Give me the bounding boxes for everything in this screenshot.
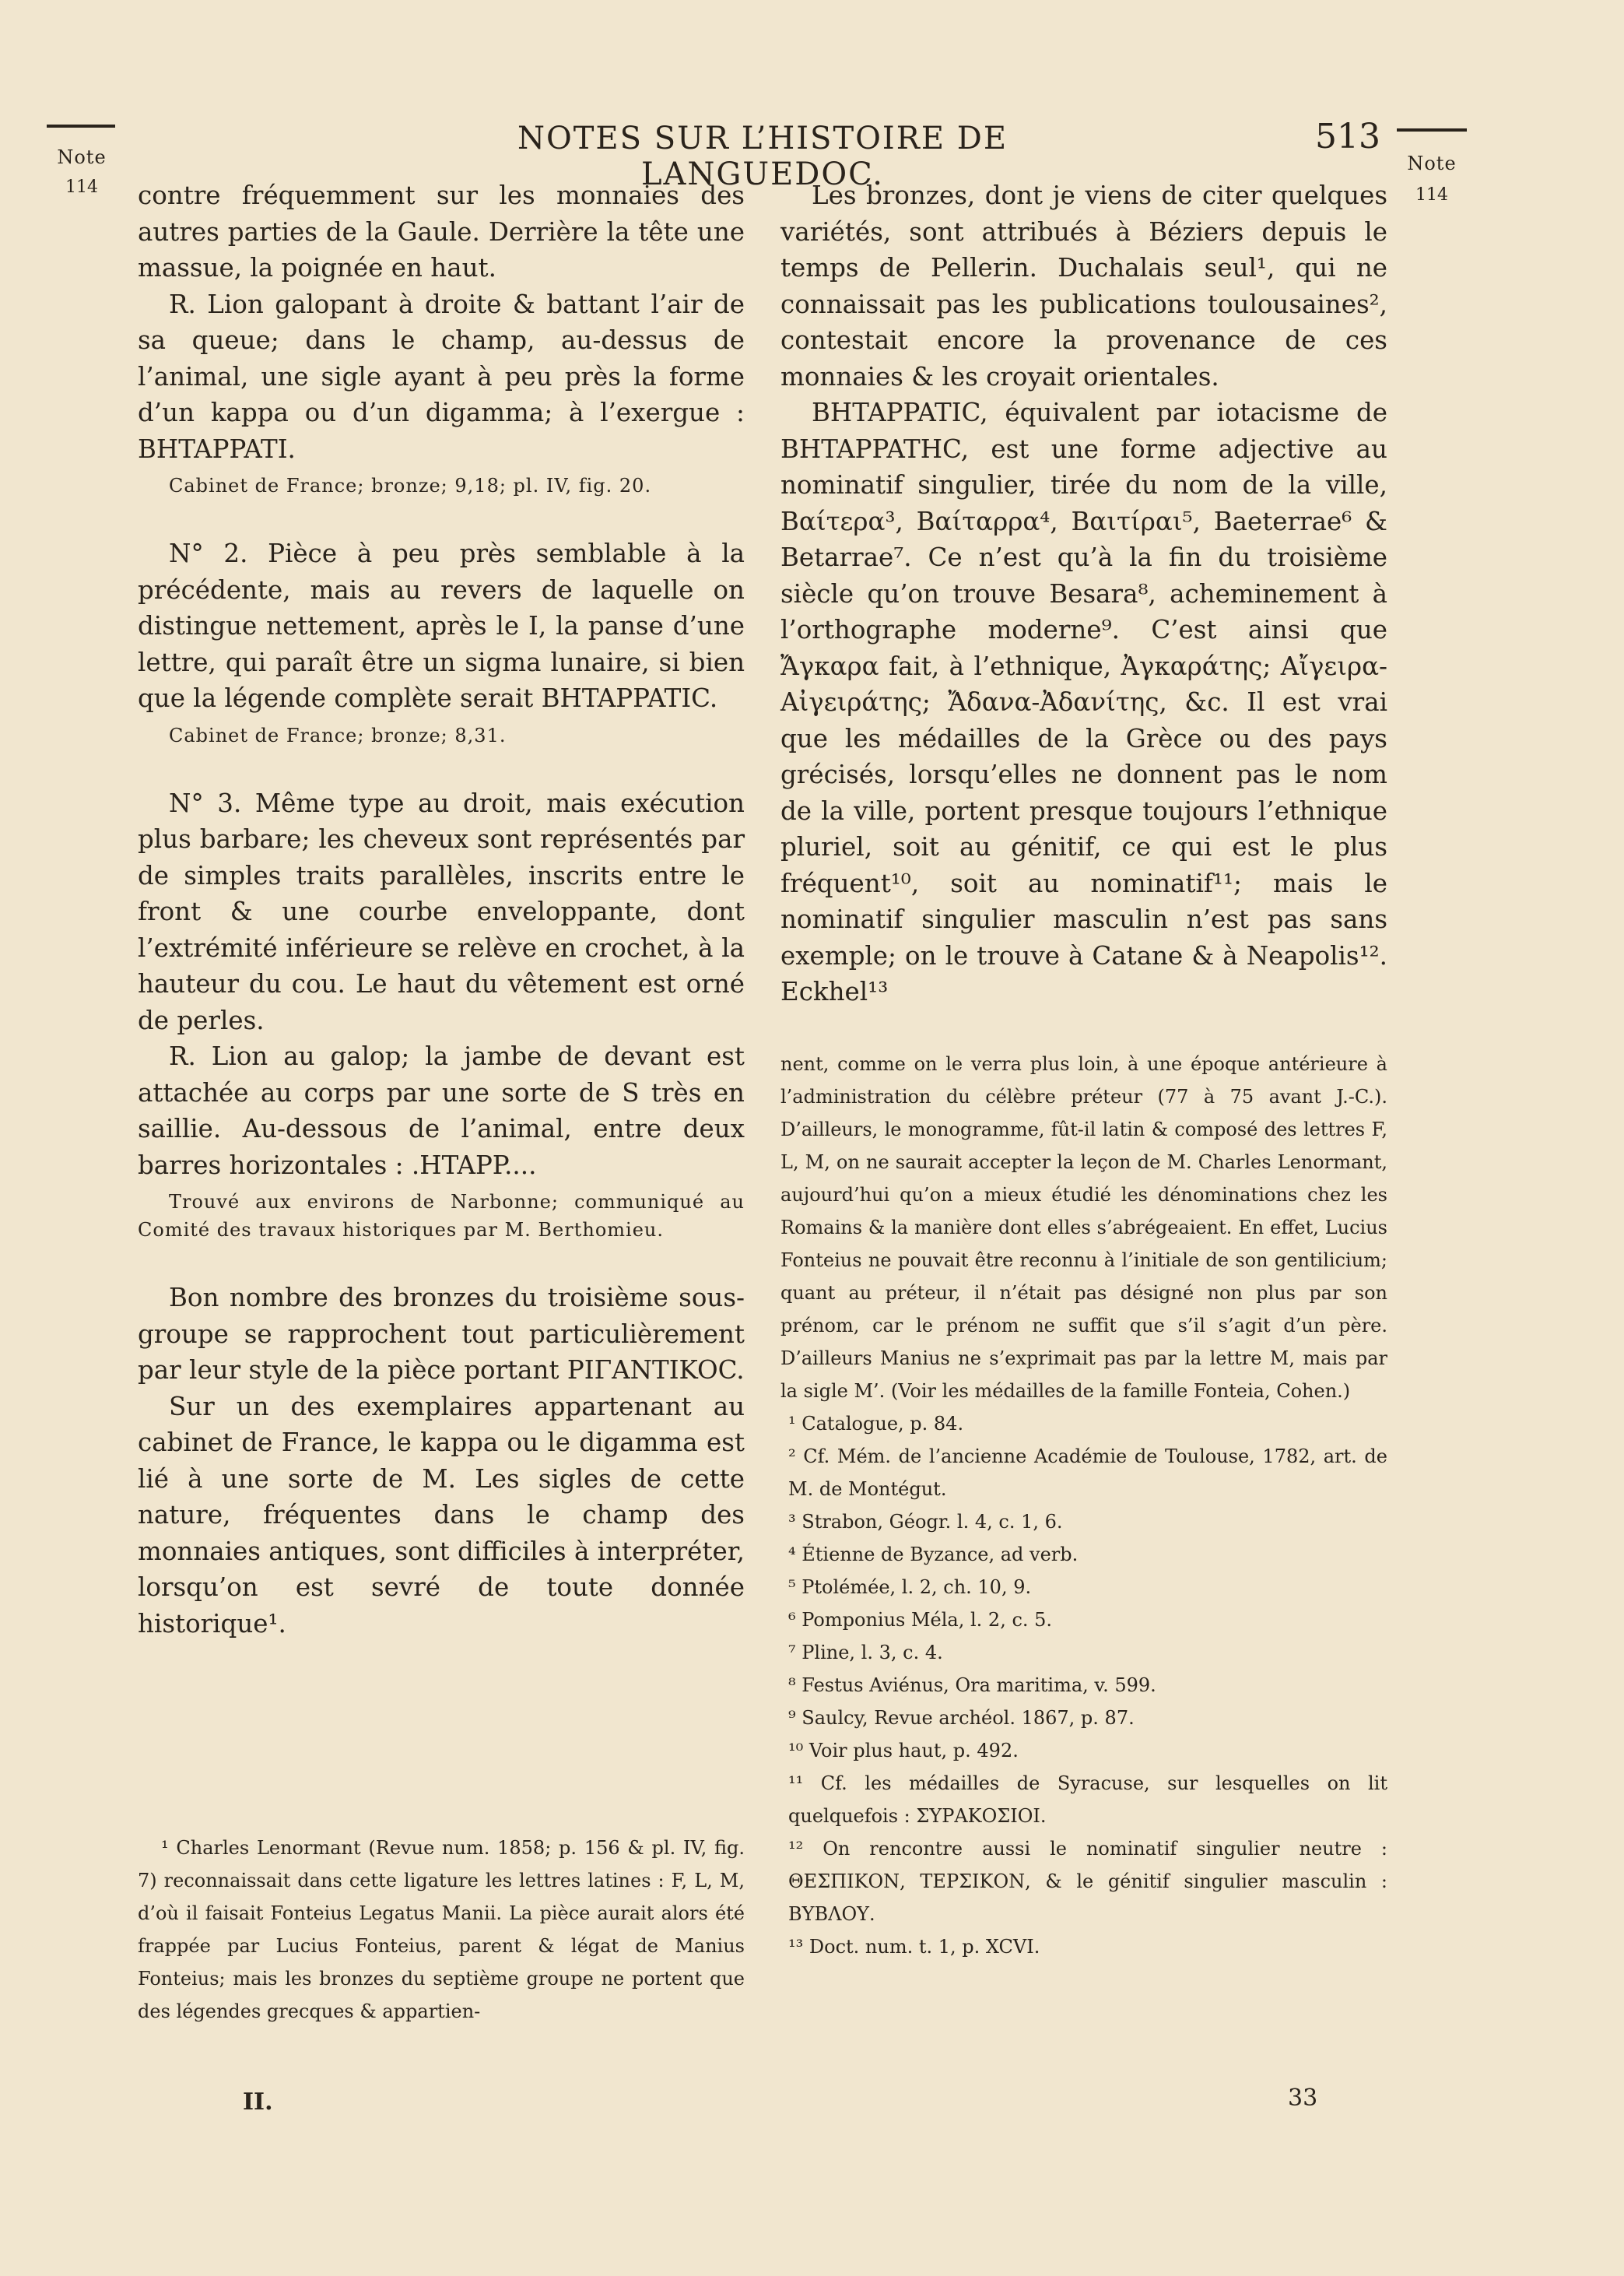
footnote-item: ¹ Catalogue, p. 84.	[788, 1413, 964, 1435]
signature-mark: II.	[243, 2088, 273, 2116]
paragraph: N° 2. Pièce à peu près semblable à la précédente, mais au revers de laquelle on distingue nettement, après le I, la panse d’une lettre, qui paraît être un sigma lunaire, si bien que la légende complète serait BHTAPPATIC.	[138, 539, 745, 713]
right-column	[780, 177, 1387, 1010]
left-margin-rule	[47, 125, 115, 128]
footnote-item: ¹² On rencontre aussi le nominatif singulier neutre : ΘΕΣΠΙΚΟΝ, ΤΕΡΣΙΚΟΝ, & le génitif singulier masculin : ΒΥΒΛΟΥ.	[788, 1838, 1387, 1925]
left-note-number: 114	[65, 177, 98, 197]
page-number: 513	[1315, 117, 1380, 156]
paragraph: Bon nombre des bronzes du troisième sous-groupe se rapprochent tout particulièrement par leur style de la pièce portant PIΓANTIKOC.	[138, 1283, 745, 1385]
footnote-item: ¹¹ Cf. les médailles de Syracuse, sur lesquelles on lit quelquefois : ΣΥΡΑΚΟΣΙΟΙ.	[788, 1772, 1387, 1827]
paragraph: BHTAPPATIC, équivalent par iotacisme de BHTAPPATHC, est une forme adjective au nominatif singulier, tirée du nom de la ville, Βαίτερα³, Βαίταρρα⁴, Βαιτίραι⁵, Baeterrae⁶ & Betarrae⁷. Ce n’est qu’à la fin du troisième siècle qu’on trouve Besara⁸, acheminement à l’orthographe moderne⁹. C’est ainsi que Ἄγκαρα fait, à l’ethnique, Ἀγκαράτης; Αἴγειρα-Αἰγειράτης; Ἄδανα-Ἀδανίτης, &c. Il est vrai que les médailles de la Grèce ou des pays grécisés, lorsqu’elles ne donnent pas le nom de la ville, portent presque toujours l’ethnique pluriel, soit au génitif, ce qui est le plus fréquent¹⁰, soit au nominatif¹¹; mais le nominatif singulier masculin n’est pas sans exemple; on le trouve à Catane & à Neapolis¹². Eckhel¹³	[780, 398, 1387, 1006]
footnote-item: ² Cf. Mém. de l’ancienne Académie de Toulouse, 1782, art. de M. de Montégut.	[788, 1445, 1387, 1500]
footnote-item: ³ Strabon, Géogr. l. 4, c. 1, 6.	[788, 1511, 1063, 1533]
footnote-item: ⁴ Étienne de Byzance, ad verb.	[788, 1544, 1079, 1565]
right-footnotes	[780, 1048, 1387, 1963]
footnote-item: ¹⁰ Voir plus haut, p. 492.	[788, 1740, 1019, 1761]
left-footnotes	[138, 1832, 745, 2028]
source-citation: Cabinet de France; bronze; 9,18; pl. IV, fig. 20.	[169, 475, 652, 497]
paragraph: N° 3. Même type au droit, mais exécution plus barbare; les cheveux sont représentés par de simples traits parallèles, inscrits entre le front & une courbe enveloppante, dont l’extrémité inférieure se relève en crochet, à la hauteur du cou. Le haut du vêtement est orné de perles.	[138, 788, 745, 1035]
footnote-item: ⁶ Pomponius Méla, l. 2, c. 5.	[788, 1609, 1053, 1631]
right-note-number: 114	[1415, 185, 1448, 205]
right-margin-rule	[1397, 128, 1467, 132]
footnote: ¹ Charles Lenormant (Revue num. 1858; p. 156 & pl. IV, fig. 7) reconnaissait dans cette ligature les lettres latines : F, L, M, d’où il faisait Fonteius Legatus Manii. La pièce aurait alors été frappée par Lucius Fonteius, parent & légat de Manius Fonteius; mais les bronzes du septième groupe ne portent que des légendes grecques & appartien-	[138, 1837, 745, 2022]
footnote-continuation: nent, comme on le verra plus loin, à une époque antérieure à l’administration du célèbre préteur (77 à 75 avant J.-C.). D’ailleurs, le monogramme, fût-il latin & composé des lettres F, L, M, on ne saurait accepter la leçon de M. Charles Lenormant, aujourd’hui qu’on a mieux étudié les dénominations chez les Romains & la manière dont elles s’abrégeaient. En effet, Lucius Fonteius ne pouvait être reconnu à l’initiale de son gentilicium; quant au préteur, il n’était pas désigné non plus par son prénom, car le prénom ne suffit que s’il s’agit d’un père. D’ailleurs Manius ne s’exprimait pas par la lettre M, mais par la sigle M’. (Voir les médailles de la famille Fonteia, Cohen.)	[780, 1053, 1387, 1402]
footnote-list	[780, 1407, 1387, 1963]
source-citation: Cabinet de France; bronze; 8,31.	[169, 724, 507, 746]
footnote-item: ⁷ Pline, l. 3, c. 4.	[788, 1642, 943, 1663]
right-note-label: Note	[1407, 153, 1457, 174]
paragraph: R. Lion au galop; la jambe de devant est attachée au corps par une sorte de S très en saillie. Au-dessous de l’animal, entre deux barres horizontales : .HTAPP....	[138, 1041, 745, 1180]
paragraph: Sur un des exemplaires appartenant au cabinet de France, le kappa ou le digamma est lié à une sorte de M. Les sigles de cette nature, fréquentes dans le champ des monnaies antiques, sont difficiles à interpréter, lorsqu’on est sevré de toute donnée historique¹.	[138, 1391, 745, 1639]
paragraph: R. Lion galopant à droite & battant l’air de sa queue; dans le champ, au-dessus de l’animal, une sigle ayant à peu près la forme d’un kappa ou d’un digamma; à l’exergue : BHTAPPATI.	[138, 289, 745, 464]
footnote-item: ⁹ Saulcy, Revue archéol. 1867, p. 87.	[788, 1707, 1135, 1729]
left-note-label: Note	[57, 146, 107, 168]
paragraph: Les bronzes, dont je viens de citer quelques variétés, sont attribués à Béziers depuis le temps de Pellerin. Duchalais seul¹, qui ne connaissait pas les publications toulousaines², contestait encore la provenance de ces monnaies & les croyait orientales.	[780, 181, 1387, 392]
running-header: NOTES SUR L’HISTOIRE DE LANGUEDOC.	[517, 121, 1008, 192]
footnote-item: ⁵ Ptolémée, l. 2, ch. 10, 9.	[788, 1576, 1032, 1598]
sheet-number: 33	[1288, 2085, 1318, 2112]
left-column	[138, 177, 745, 1642]
source-citation: Trouvé aux environs de Narbonne; communiqué au Comité des travaux historiques par M. Berthomieu.	[138, 1191, 745, 1241]
paragraph: contre fréquemment sur les monnaies des autres parties de la Gaule. Derrière la tête une massue, la poignée en haut.	[138, 181, 745, 283]
footnote-item: ¹³ Doct. num. t. 1, p. XCVI.	[788, 1936, 1040, 1958]
footnote-item: ⁸ Festus Aviénus, Ora maritima, v. 599.	[788, 1674, 1156, 1696]
